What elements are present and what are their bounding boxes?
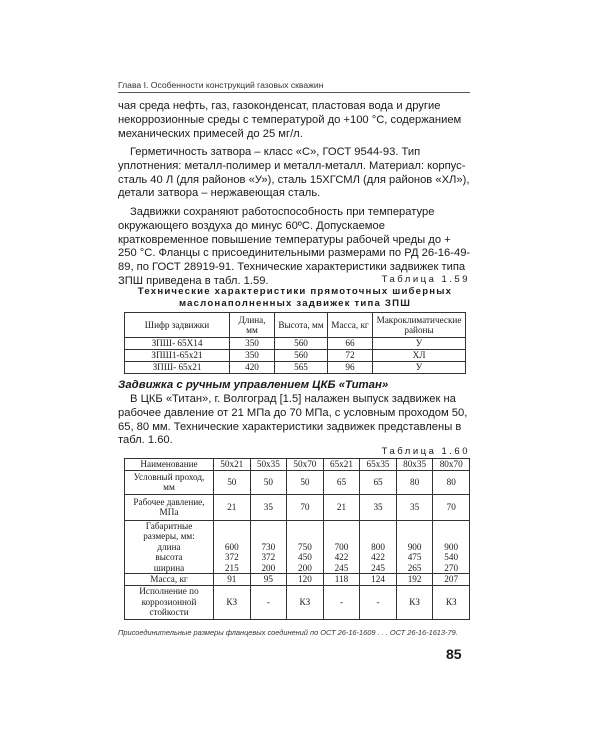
section-heading: Задвижка с ручным управлением ЦКБ «Титан» [118,379,389,391]
table-row [125,362,466,374]
dim-height: 450 [298,552,312,562]
table-cell: 50 [214,470,251,494]
table-header-row [125,313,466,338]
table-cell: 70 [433,494,470,520]
table-cell: 80 [396,470,433,494]
col-header-size: 80х70 [433,459,470,471]
cell-climate: ХЛ [373,350,466,362]
cell-mass: 72 [328,350,373,362]
table-cell: 50 [250,470,287,494]
dim-length: 700 [334,541,349,552]
table-row [125,338,466,350]
paragraph-1: чая среда нефть, газ, газоконденсат, пластовая вода и другие некоррозионные среды с температурой до +100 °С, содержанием механических примесей до 25 мг/л. [118,100,462,140]
table-row-pressure [125,494,470,520]
table-cell: 35 [360,494,397,520]
col-header-size: 65х35 [360,459,397,471]
cell-height: 560 [275,350,328,362]
col-header-size: 65х21 [323,459,360,471]
paragraph-4: В ЦКБ «Титан», г. Волгоград [1.5] налажен выпуск задвижек на рабочее давление от 21 МПа до 70 МПа, с условным проходом 50, 65, 80 мм. Технические характеристики задвижек представлены в табл. 1.60. [118,393,468,447]
table-cell-dims [433,520,470,574]
row-label-dimensions [125,520,214,574]
dim-length: 750 [298,541,312,552]
cell-mass: 96 [328,362,373,374]
row-label: Масса, кг [125,574,214,586]
table-cell: 118 [323,574,360,586]
cell-code: ЗПШ- 65х21 [125,362,230,374]
table-cell-dims [250,520,287,574]
dim-height: 372 [261,552,276,562]
col-header-height: Высота, мм [275,313,328,338]
running-head: Глава I. Особенности конструкций газовых скважин [118,80,470,93]
dimension-length-label: длина [157,541,181,552]
paragraph-2: Герметичность затвора – класс «С», ГОСТ 9544-93. Тип уплотнения: металл-полимер и металл-металл. Материал: корпус- сталь 40 Л (для районов «У»), сталь 15ХГСМЛ (для районов «ХЛ»), детали затвора – нержавеющая сталь. [118,146,470,200]
table-cell: 50 [287,470,324,494]
table-1-59-label: Таблица 1.59 [381,274,470,285]
dim-length: 900 [444,541,459,552]
table-cell: КЗ [396,585,433,619]
table-1-59-title: Технические характеристики прямоточных шиберных маслонаполненных задвижек типа ЗПШ [137,286,453,309]
dim-height: 372 [224,552,239,562]
dimensions-label: Габаритные размеры, мм: [143,520,195,541]
table-1-60-label: Таблица 1.60 [381,446,470,457]
cell-height: 560 [275,338,328,350]
table-cell: 21 [214,494,251,520]
table-cell: КЗ [287,585,324,619]
table-cell-dims [396,520,433,574]
table-cell: КЗ [214,585,251,619]
table-cell: 80 [433,470,470,494]
cell-code: ЗПШ1-65х21 [125,350,230,362]
table-header-row [125,459,470,471]
dim-height: 475 [407,552,422,562]
dim-length: 600 [224,541,239,552]
dim-width: 215 [224,562,239,573]
table-cell-dims [323,520,360,574]
table-row-dimensions [125,520,470,574]
cell-length: 350 [230,350,275,362]
table-1-59 [124,312,466,374]
table-row [125,350,466,362]
dimension-width-label: ширина [153,562,185,573]
table-cell: 70 [287,494,324,520]
table-cell: 124 [360,574,397,586]
row-label: Условный проход, мм [125,470,214,494]
col-header-length: Длина, мм [230,313,275,338]
dim-width: 245 [334,562,349,573]
page-number: 85 [446,646,462,662]
col-header-size: 80х35 [396,459,433,471]
table-cell: 35 [250,494,287,520]
dim-length: 900 [407,541,422,552]
table-1-60 [124,458,470,620]
dim-width: 200 [298,562,312,573]
cell-code: ЗПШ- 65Х14 [125,338,230,350]
table-cell: 95 [250,574,287,586]
table-cell: 192 [396,574,433,586]
cell-climate: У [373,338,466,350]
table-cell-dims [287,520,324,574]
paragraph-3: Задвижки сохраняют работоспособность при температуре окружающего воздуха до минус 60ºС. Допускаемое кратковременное повышение температуры рабочей чреды до + 250 °С. Фланцы с присоединительными размерами по РД 26-16-49-89, по ГОСТ 28919-91. Технические характеристики задвижек типа ЗПШ приведена в табл. 1.59. [118,206,471,287]
row-label: Исполнение по коррозионной стойкости [125,585,214,619]
col-header-climate: Макроклиматические районы [373,313,466,338]
col-header-mass: Масса, кг [328,313,373,338]
table-cell: - [250,585,287,619]
col-header-name: Наименование [125,459,214,471]
cell-mass: 66 [328,338,373,350]
table-cell: 35 [396,494,433,520]
dim-width: 200 [261,562,276,573]
dim-height: 540 [444,552,459,562]
table-cell: 65 [360,470,397,494]
table-cell: 65 [323,470,360,494]
table-cell-dims [360,520,397,574]
cell-height: 565 [275,362,328,374]
col-header-size: 50х35 [250,459,287,471]
dim-width: 245 [371,562,385,573]
dim-height: 422 [371,552,385,562]
dim-height: 422 [334,552,349,562]
table-cell: 91 [214,574,251,586]
table-row-nominal-bore [125,470,470,494]
dim-width: 265 [407,562,422,573]
table-cell: КЗ [433,585,470,619]
table-cell: 120 [287,574,324,586]
col-header-size: 50х70 [287,459,324,471]
dim-width: 270 [444,562,459,573]
table-cell: - [323,585,360,619]
table-cell: 21 [323,494,360,520]
cell-climate: У [373,362,466,374]
table-cell: - [360,585,397,619]
col-header-size: 50х21 [214,459,251,471]
cell-length: 420 [230,362,275,374]
table-cell: 207 [433,574,470,586]
dim-length: 800 [371,541,385,552]
row-label: Рабочее давление, МПа [125,494,214,520]
col-header-code: Шифр задвижки [125,313,230,338]
footnote: Присоединительные размеры фланцевых соединений по ОСТ 26-16-1609 . . . ОСТ 26-16-1613-79. [118,628,458,637]
table-row-mass [125,574,470,586]
dimension-height-label: высота [155,552,183,562]
table-row-corrosion [125,585,470,619]
table-cell-dims [214,520,251,574]
cell-length: 350 [230,338,275,350]
dim-length: 730 [261,541,276,552]
